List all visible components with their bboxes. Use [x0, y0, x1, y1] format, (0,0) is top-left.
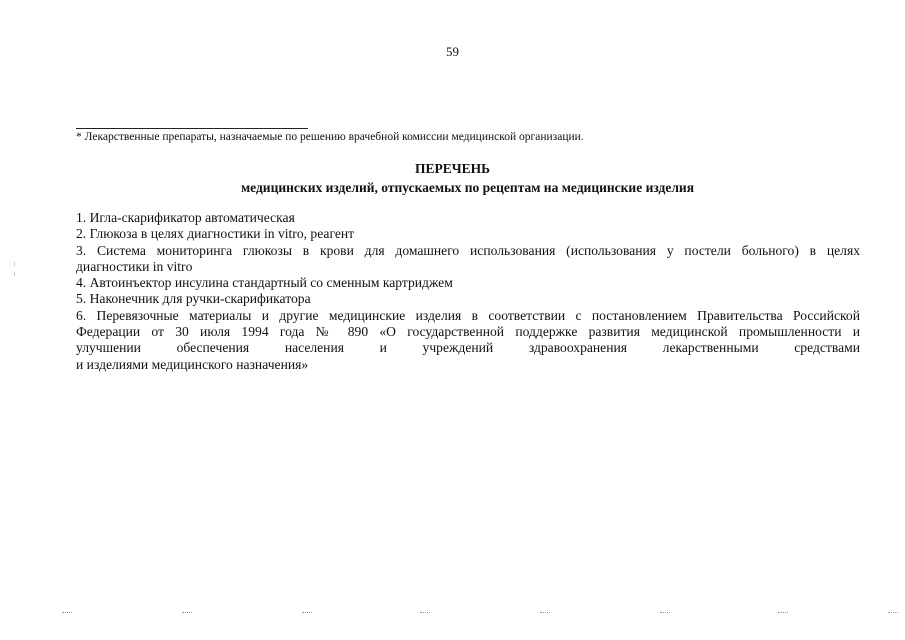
list-item-line: улучшении обеспечения населения и учреждений здравоохранения лекарственными средствами [76, 340, 860, 356]
medical-devices-list [76, 210, 860, 373]
list-item [76, 226, 860, 242]
list-item [76, 291, 860, 307]
list-item [76, 243, 860, 276]
list-item-line: 5. Наконечник для ручки-скарификатора [76, 291, 311, 307]
list-item-line: 6. Перевязочные материалы и другие медицинские изделия в соответствии с постановлением Правительства Российской [76, 307, 860, 323]
document-title: ПЕРЕЧЕНЬ [414, 161, 491, 176]
scan-edge-marks [0, 612, 905, 622]
list-item-line: Федерации от 30 июля 1994 года № 890 «О государственной поддержке развития медицинской промышленности и [76, 324, 860, 340]
list-item-line: и изделиями медицинского назначения» [76, 356, 309, 372]
page-number: 59 [446, 44, 459, 59]
footnote-divider [76, 128, 308, 129]
list-item-line: диагностики in vitro [76, 258, 193, 274]
document-subtitle: медицинских изделий, отпускаемых по рецептам на медицинские изделия [240, 180, 695, 195]
list-item [76, 308, 860, 373]
list-item-line: 3. Система мониторинга глюкозы в крови для домашнего использования (использования у постели больного) в целях [76, 242, 860, 258]
footnote: * Лекарственные препараты, назначаемые по решению врачебной комиссии медицинской организации. [76, 131, 584, 143]
list-item [76, 210, 860, 226]
list-item-line: 4. Автоинъектор инсулина стандартный со сменным картриджем [76, 275, 453, 291]
list-item-line: 1. Игла-скарификатор автоматическая [76, 210, 295, 225]
list-item [76, 275, 860, 291]
list-item-line: 2. Глюкоза в целях диагностики in vitro, реагент [76, 226, 355, 242]
